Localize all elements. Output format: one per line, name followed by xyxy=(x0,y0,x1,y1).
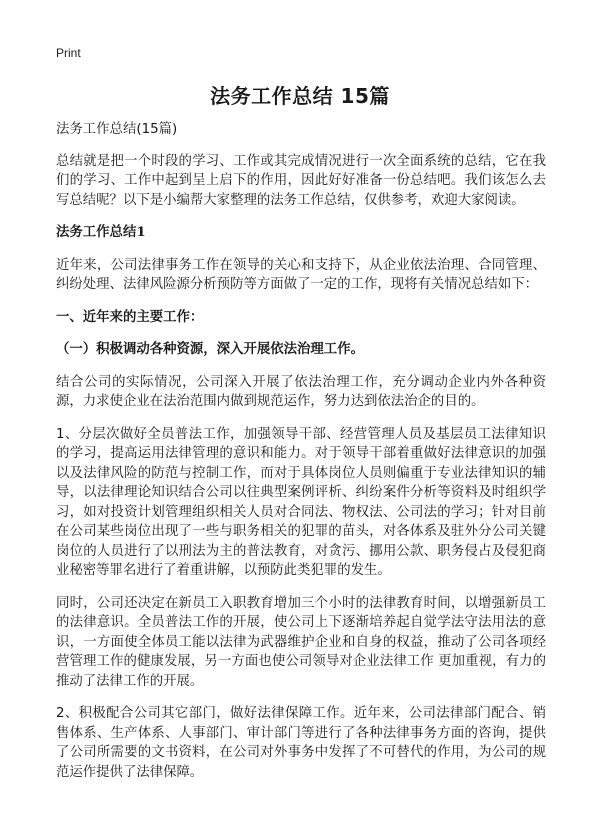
section-intro-paragraph: 近年来，公司法律事务工作在领导的关心和支持下，从企业依法治理、合同管理、纠纷处理、法律风险源分析预防等方面做了一定的工作，现将有关情况总结如下： xyxy=(56,257,546,292)
heading-main-work: 一、近年来的主要工作： xyxy=(56,308,204,325)
paragraph-2: 1、分层次做好全员普法工作，加强领导干部、经营管理人员及基层员工法律知识的学习，提高运用法律管理的意识和能力。对于领导干部着重做好法律意识的加强以及法律风险的防范与控制工作，而对于具体岗位人员则偏重于专业法律知识的辅导，以法律理论知识结合公司以往典型案例评析、纠纷案件分析等资料及时组织学习，如对投资计划管理组织相关人员对合同法、物权法、公司法的学习；针对目前在公司某些岗位出现了一些与职务相关的犯罪的苗头，对各体系及驻外分公司关键岗位的人员进行了以刑法为主的普法教育，对贪污、挪用公款、职务侵占及侵犯商业秘密等罪名进行了着重讲解，以预防此类犯罪的发生。 xyxy=(56,426,546,578)
page-title: 法务工作总结 15篇 xyxy=(210,84,390,108)
document-subtitle: 法务工作总结(15篇) xyxy=(56,122,178,137)
intro-paragraph: 总结就是把一个时段的学习、工作或其完成情况进行一次全面系统的总结，它在我们的学习、工作中起到呈上启下的作用，因此好好准备一份总结吧。我们该怎么去写总结呢？以下是小编帮大家整理的法务工作总结，仅供参考，欢迎大家阅读。 xyxy=(56,153,546,208)
heading-rule-of-law: （一）积极调动各种资源，深入开展依法治理工作。 xyxy=(56,341,364,357)
print-label: Print xyxy=(56,46,81,60)
document-body xyxy=(56,120,546,795)
paragraph-4: 2、积极配合公司其它部门，做好法律保障工作。近年来，公司法律部门配合、销售体系、生产体系、人事部门、审计部门等进行了各种法律事务方面的咨询，提供了公司所需要的文书资料，在公司对外事务中发挥了不可替代的作用，为公司的规范运作提供了法律保障。 xyxy=(56,706,546,780)
paragraph-3: 同时，公司还决定在新员工入职教育增加三个小时的法律教育时间，以增强新员工的法律意识。全员普法工作的开展，使公司上下逐渐培养起自觉学法守法用法的意识，一方面使全体员工能以法律为武器维护企业和自身的权益，推动了公司各项经营管理工作的健康发展，另一方面也使公司领导对企业法律工作 更加重视，有力的推动了法律工作的开展。 xyxy=(56,595,546,689)
paragraph-1: 结合公司的实际情况，公司深入开展了依法治理工作，充分调动企业内外各种资源，力求使企业在法治范围内做到规范运作，努力达到依法治企的目的。 xyxy=(56,374,546,409)
section-title: 法务工作总结1 xyxy=(56,224,146,240)
